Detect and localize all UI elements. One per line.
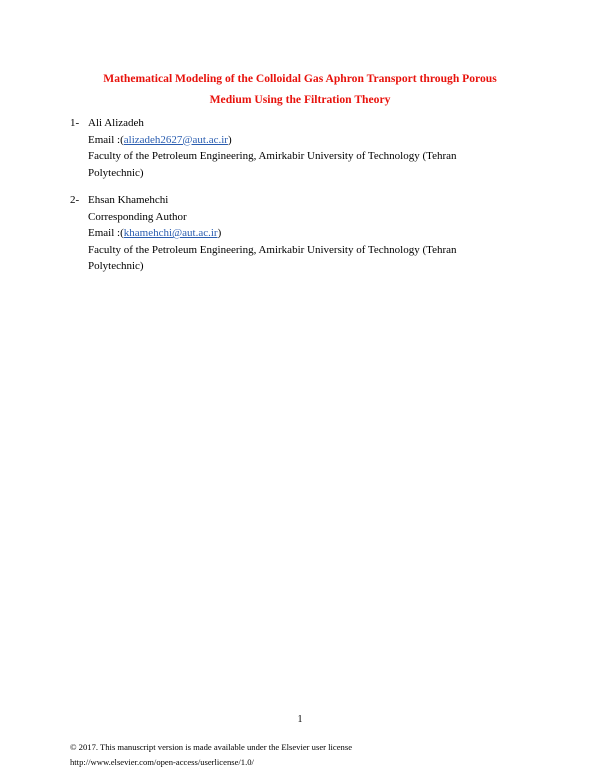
author-block-2 <box>70 192 498 275</box>
author-block-1 <box>70 115 498 181</box>
author-email-line <box>88 132 498 149</box>
footer-license-line: © 2017. This manuscript version is made available under the Elsevier user license <box>70 742 353 752</box>
author-number: 1- <box>70 117 80 129</box>
author-number: 2- <box>70 194 80 206</box>
paper-title-line-2: Medium Using the Filtration Theory <box>209 93 391 106</box>
author-affiliation-line-2: Polytechnic) <box>88 260 144 272</box>
author-name: Ali Alizadeh <box>88 117 144 129</box>
footer-license-url[interactable]: http://www.elsevier.com/open-access/userlicense/1.0/ <box>70 757 254 767</box>
paper-title-line-1: Mathematical Modeling of the Colloidal Gas Aphron Transport through Porous <box>103 72 497 85</box>
author-name: Ehsan Khamehchi <box>88 194 169 206</box>
author-affiliation-line-1: Faculty of the Petroleum Engineering, Amirkabir University of Technology (Tehran <box>88 243 457 256</box>
author-affiliation-line-2: Polytechnic) <box>88 166 144 179</box>
page-number: 1 <box>297 714 303 725</box>
author-email-link[interactable]: khamehchi@aut.ac.ir <box>123 227 218 239</box>
email-prefix: Email :( <box>88 227 124 239</box>
license-footer <box>70 740 352 770</box>
email-suffix: ) <box>227 133 232 146</box>
author-email-line <box>88 225 498 242</box>
author-affiliation-line-1: Faculty of the Petroleum Engineering, Amirkabir University of Technology (Tehran <box>88 150 457 162</box>
email-suffix: ) <box>217 227 222 239</box>
email-prefix: Email :( <box>88 133 124 146</box>
author-role: Corresponding Author <box>88 210 187 223</box>
paper-title <box>40 68 560 110</box>
author-email-link[interactable]: alizadeh2627@aut.ac.ir <box>123 133 228 146</box>
